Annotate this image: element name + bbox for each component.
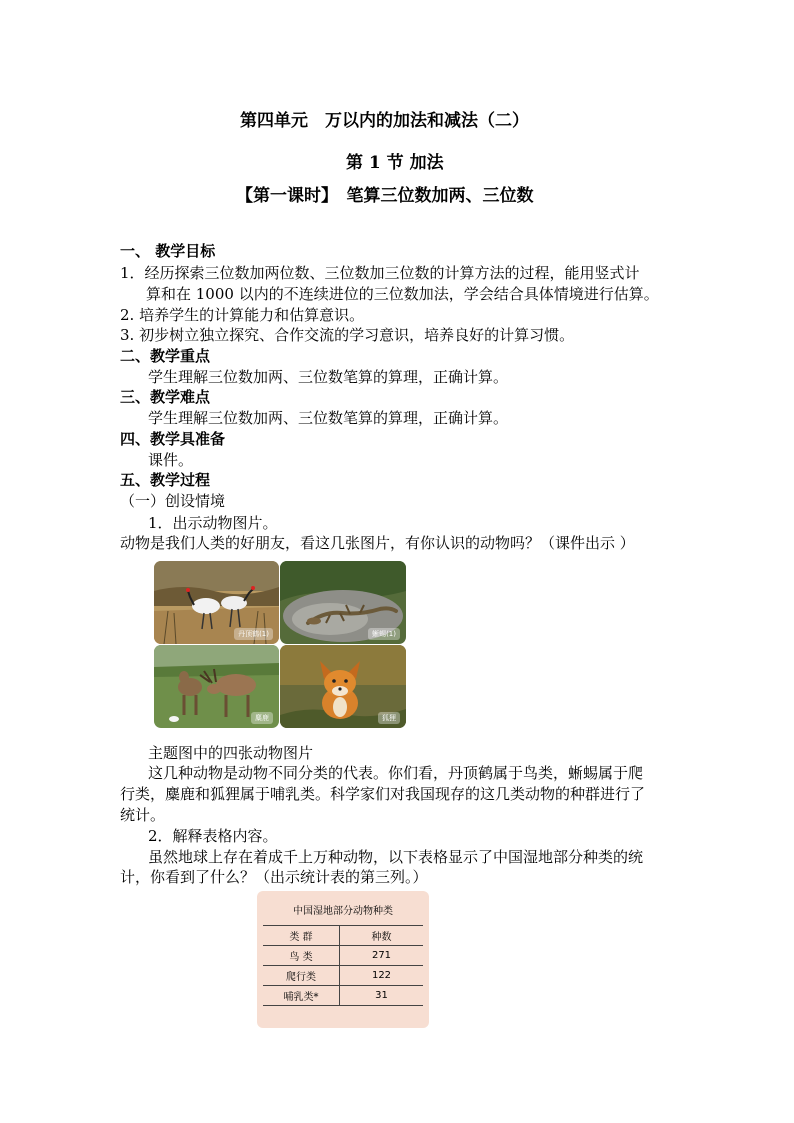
table-caption: 中国湿地部分动物种类 [293,906,393,917]
objective-1-line-1: 1．经历探索三位数加两位数、三位数加三位数的计算方法的过程，能用竖式计 [120,264,640,282]
process-heading: 五、教学过程 [120,471,211,489]
difficulties-heading: 三、教学难点 [120,388,211,406]
table-row [263,946,423,966]
deer-photo [154,645,279,728]
row-count: 271 [340,946,424,966]
materials-text: 课件。 [148,451,194,469]
row-count: 31 [340,986,424,1006]
materials-heading: 四、教学具准备 [120,430,226,448]
photo-caption-lizard: 蜥蜴(1) [368,628,400,640]
photo-caption-crane: 丹顶鹤(1) [234,628,273,640]
section-title: 第 1 节 加法 [346,153,444,173]
intro-line: 动物是我们人类的好朋友，看这几张图片，有你认识的动物吗？（课件出示 ） [120,534,635,552]
header-count: 种数 [340,926,424,946]
photo-caption-deer: 麋鹿 [251,712,273,724]
objective-2: 2. 培养学生的计算能力和估算意识。 [120,306,365,324]
header-group: 类 群 [263,926,340,946]
wetland-animal-table [257,891,429,1028]
process-sub-1: （一）创设情境 [120,492,226,510]
photo-caption-text: 主题图中的四张动物图片 [148,744,314,762]
objectives-heading: 一、 教学目标 [120,242,216,260]
crane-photo [154,561,279,644]
photo-caption-fox: 狐狸 [378,712,400,724]
row-count: 122 [340,966,424,986]
objective-3: 3. 初步树立独立探究、合作交流的学习意识，培养良好的计算习惯。 [120,326,575,344]
step-1: 1．出示动物图片。 [148,514,278,532]
row-group: 鸟 类 [263,946,340,966]
key-points-heading: 二、教学重点 [120,347,211,365]
difficulties-text: 学生理解三位数加两、三位数笔算的算理，正确计算。 [148,409,509,427]
key-points-text: 学生理解三位数加两、三位数笔算的算理，正确计算。 [148,368,509,386]
unit-title: 第四单元 万以内的加法和减法（二） [240,111,529,131]
lizard-photo [280,561,406,644]
fox-photo [280,645,406,728]
objective-1-line-2: 算和在 1000 以内的不连续进位的三位数加法，学会结合具体情境进行估算。 [146,285,659,303]
para1-line-1: 这几种动物是动物不同分类的代表。你们看，丹顶鹤属于鸟类，蜥蜴属于爬 [148,764,644,782]
row-group: 爬行类 [263,966,340,986]
step-2: 2．解释表格内容。 [148,827,278,845]
row-group: 哺乳类* [263,986,340,1006]
table-row [263,966,423,986]
species-table [263,925,423,1006]
para2-line-2: 计，你看到了什么？（出示统计表的第三列。） [120,868,428,886]
para1-line-2: 行类，麋鹿和狐狸属于哺乳类。科学家们对我国现存的这几类动物的种群进行了 [120,785,646,803]
para2-line-1: 虽然地球上存在着成千上万种动物，以下表格显示了中国湿地部分种类的统 [148,848,644,866]
table-row [263,986,423,1006]
para1-line-3: 统计。 [120,806,166,824]
lesson-title: 【第一课时】 笔算三位数加两、三位数 [236,186,534,206]
table-header-row [263,926,423,946]
